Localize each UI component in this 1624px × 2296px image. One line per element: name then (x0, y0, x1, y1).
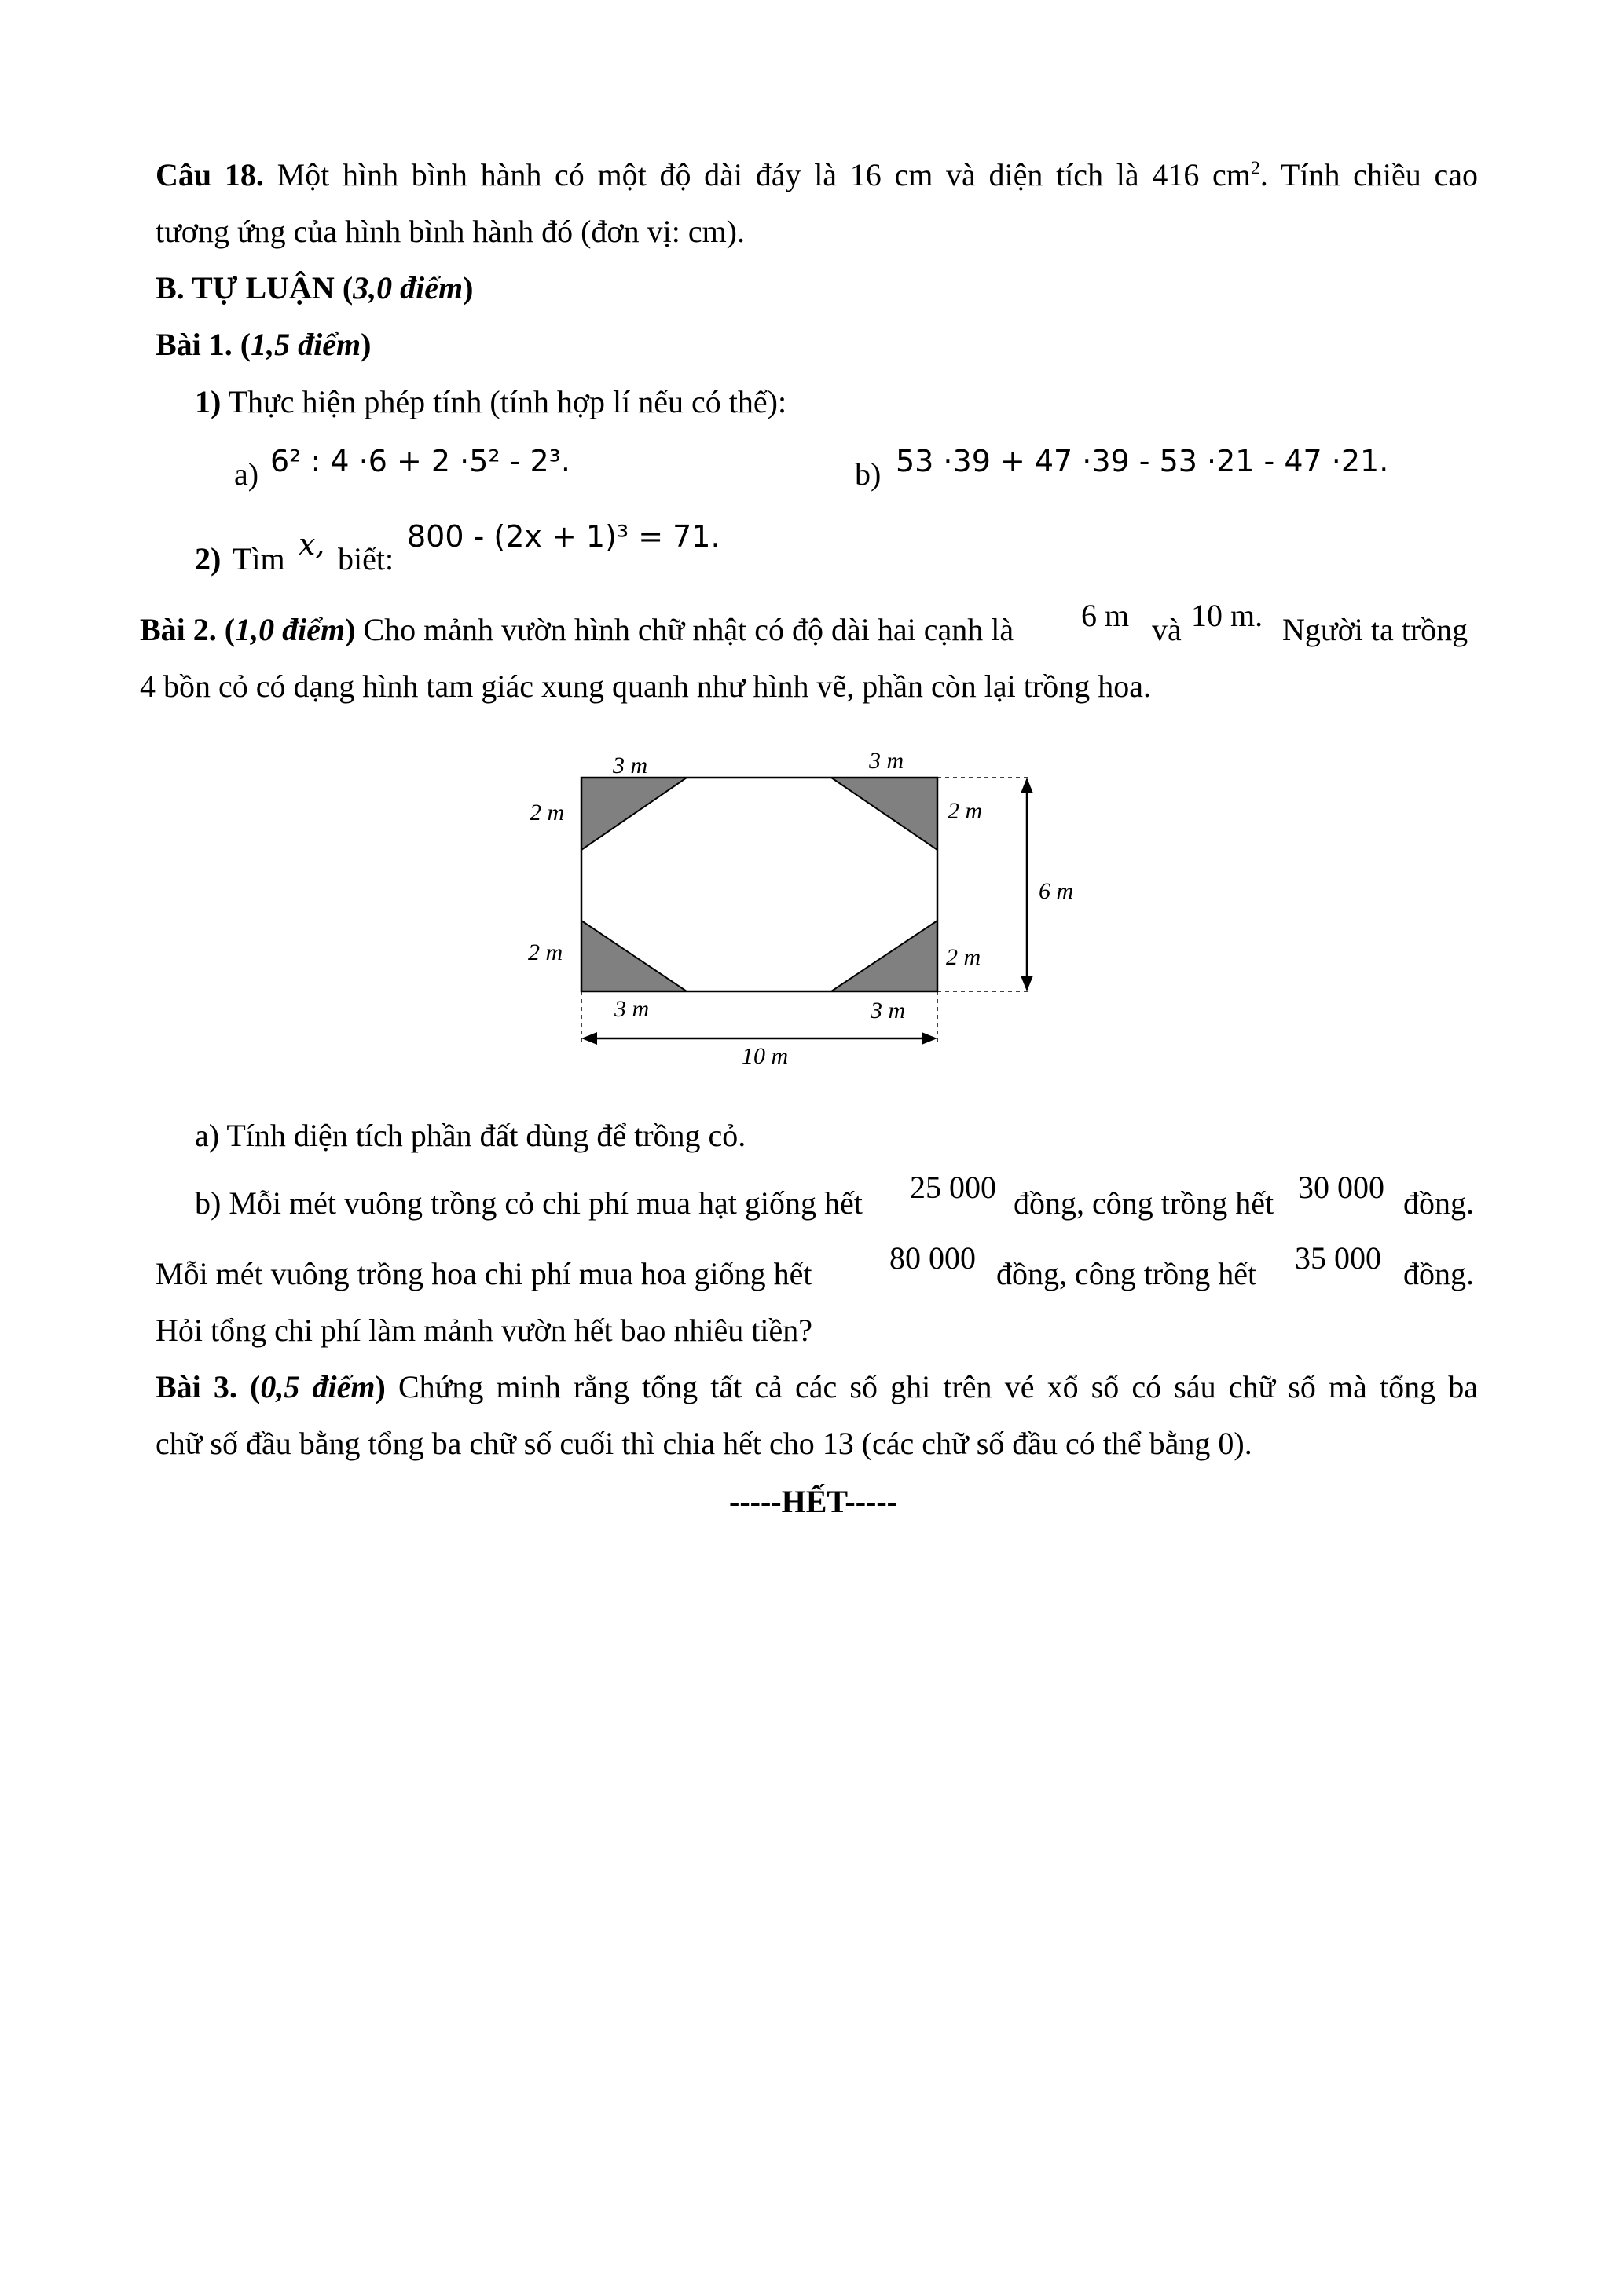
cau18-line1 (156, 159, 1478, 191)
bai3-line2: chữ số đầu bằng tổng ba chữ số cuối thì chia hết cho 13 (các chữ số đầu có thể bằng 0). (156, 1426, 1252, 1461)
bai2-side1: 6 m (1081, 598, 1130, 633)
garden-figure (503, 738, 1116, 1084)
bai2-qa: a) Tính diện tích phần đất dùng để trồng cỏ. (195, 1118, 746, 1153)
bai2-qb-line1-a: b) Mỗi mét vuông trồng cỏ chi phí mua hạt giống hết (195, 1185, 863, 1221)
bai2-qb-value2: 30 000 (1298, 1170, 1384, 1205)
bai1-b-expression: 53 ·39 + 47 ·39 - 53 ·21 - 47 ·21. (896, 444, 1389, 478)
label-left-bottom: 2 m (528, 939, 563, 965)
bai1-q2-text2: biết: (338, 541, 394, 577)
label-right-top: 2 m (948, 798, 983, 824)
bai2-qb-line1-b: đồng, công trồng hết (1014, 1185, 1274, 1221)
bai1-q2-expression: 800 - (2x + 1)³ = 71. (407, 519, 720, 554)
label-right-bottom: 2 m (946, 944, 981, 970)
label-bottom-left: 3 m (614, 996, 650, 1022)
bai1-q1: 1) Thực hiện phép tính (tính hợp lí nếu có thể): (195, 384, 787, 419)
label-left-top: 2 m (530, 800, 565, 826)
bai3-line1 (156, 1371, 1478, 1403)
bai2-qb-line2-b: đồng, công trồng hết (996, 1256, 1257, 1291)
bai2-line1-start: Bài 2. (1,0 điểm) Cho mảnh vườn hình chữ nhật có độ dài hai cạnh là (140, 612, 1014, 647)
end-marker: -----HẾT----- (729, 1484, 898, 1519)
bai1-a-expression: 6² : 4 ·6 + 2 ·5² - 2³. (270, 444, 570, 478)
grass-triangle-bottom-right (831, 921, 937, 991)
section-b-title: B. TỰ LUẬN (3,0 điểm) (156, 270, 474, 306)
cau18-text: Một hình bình hành có một độ dài đáy là 16 cm và diện tích là 416 $cm^2$. Tính chiều cao (277, 157, 1478, 192)
grass-triangle-top-left (581, 778, 687, 850)
grass-triangle-bottom-left (581, 921, 687, 991)
bai1-b-label: b) (855, 456, 882, 492)
cau18-label: Câu 18. (156, 157, 264, 192)
cau18-line2: tương ứng của hình bình hành đó (đơn vị: cm). (156, 214, 745, 249)
label-width: 10 m (742, 1043, 789, 1069)
bai2-qb-line2-c: đồng. (1403, 1256, 1474, 1291)
grass-triangle-top-right (831, 778, 937, 850)
label-bottom-right: 3 m (871, 998, 906, 1023)
bai1-q2-text: Tìm (233, 541, 285, 577)
bai2-line2: 4 bồn cỏ có dạng hình tam giác xung quanh như hình vẽ, phần còn lại trồng hoa. (140, 668, 1151, 704)
bai2-qb-value3: 80 000 (889, 1240, 976, 1276)
bai2-qb-line2-a: Mỗi mét vuông trồng hoa chi phí mua hoa giống hết (156, 1256, 812, 1291)
label-height: 6 m (1039, 878, 1074, 904)
bai2-and: và (1152, 612, 1182, 647)
bai3-text: Chứng minh rằng tổng tất cả các số ghi trên vé xổ số có sáu chữ số mà tổng ba (398, 1369, 1479, 1404)
bai3-label: Bài 3. (0,5 điểm) (156, 1369, 386, 1404)
bai1-title: Bài 1. (1,5 điểm) (156, 327, 372, 362)
label-top-left: 3 m (613, 753, 648, 778)
bai1-a-label: a) (234, 456, 259, 492)
bai2-qb-value4: 35 000 (1295, 1240, 1381, 1276)
bai1-q2-variable: x, (299, 527, 325, 562)
bai2-qb-value1: 25 000 (910, 1170, 996, 1205)
bai2-line1-end: Người ta trồng (1282, 612, 1468, 647)
bai2-qb-line3: Hỏi tổng chi phí làm mảnh vườn hết bao nhiêu tiền? (156, 1313, 812, 1348)
label-top-right: 3 m (869, 748, 904, 774)
bai2-side2: 10 m. (1191, 598, 1263, 633)
bai2-qb-line1-c: đồng. (1403, 1185, 1474, 1221)
bai1-q2-label: 2) (195, 541, 222, 577)
